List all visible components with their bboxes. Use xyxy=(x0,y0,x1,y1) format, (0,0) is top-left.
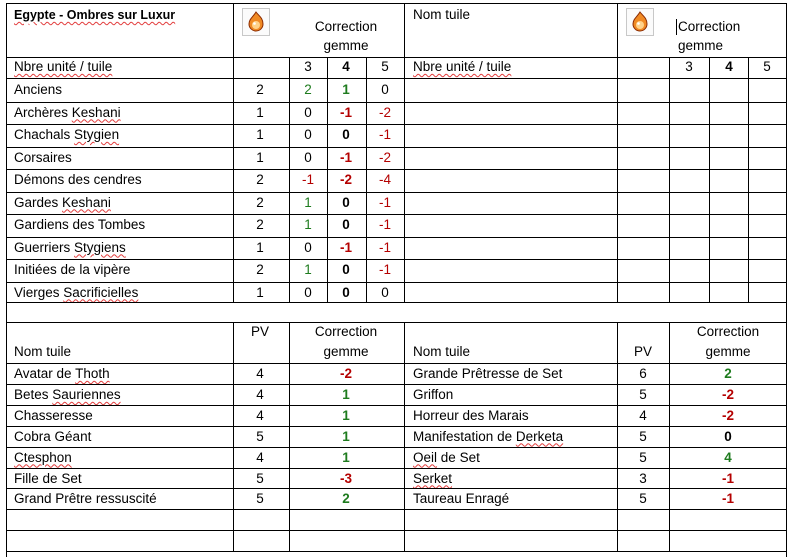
grid-line xyxy=(669,57,670,302)
correction-header-label: Correction xyxy=(314,19,378,34)
gem-level-5-header: 5 xyxy=(763,59,771,74)
tile-name: Serket xyxy=(413,470,453,486)
tile-name: Avatar de Thoth xyxy=(14,366,110,381)
gem-correction-4: 0 xyxy=(342,284,350,300)
tile-pv: 5 xyxy=(639,491,647,507)
grid-line xyxy=(6,3,7,557)
gem-correction: -1 xyxy=(721,491,735,507)
gem-correction-5: -1 xyxy=(378,127,392,142)
gem-correction-3: 0 xyxy=(304,149,312,165)
tile-name: Fille de Set xyxy=(14,470,82,486)
gem-correction-3: -1 xyxy=(301,172,315,187)
gem-correction: 1 xyxy=(342,386,350,402)
gem-orb-icon xyxy=(243,9,269,35)
gem-correction: 4 xyxy=(724,449,732,465)
gem-correction-4: 0 xyxy=(342,217,350,232)
unit-count: 1 xyxy=(256,239,264,255)
tile-name: Archères Keshani xyxy=(14,104,121,120)
tile-name: Vierges Sacrificielles xyxy=(14,284,139,300)
pv-header: PV xyxy=(250,324,270,339)
gem-level-3-header: 3 xyxy=(685,59,693,74)
gem-correction-4: -2 xyxy=(339,172,353,187)
unit-count: 1 xyxy=(256,104,264,120)
tile-pv: 4 xyxy=(256,449,264,465)
tile-name: Guerriers Stygiens xyxy=(14,239,126,255)
gem-correction-3: 1 xyxy=(304,262,312,277)
gem-correction: 0 xyxy=(724,428,732,444)
grid-line xyxy=(617,322,618,552)
tile-name: Anciens xyxy=(14,82,63,97)
gem-correction-3: 2 xyxy=(304,82,312,97)
tile-name: Manifestation de Derketa xyxy=(413,428,564,444)
tile-pv: 5 xyxy=(256,491,264,507)
gem-level-5-header: 5 xyxy=(381,59,389,74)
gem-correction: -1 xyxy=(721,470,735,486)
unit-count: 1 xyxy=(256,127,264,142)
tile-name: Chachals Stygien xyxy=(14,127,120,142)
correction-header-label: Correction xyxy=(314,324,378,339)
gem-correction: -2 xyxy=(339,366,353,381)
gem-correction-5: -1 xyxy=(378,217,392,232)
tile-name: Taureau Enragé xyxy=(413,491,510,507)
tile-name: Cobra Géant xyxy=(14,428,92,444)
grid-line xyxy=(233,3,234,302)
gem-correction: 1 xyxy=(342,449,350,465)
unit-count: 1 xyxy=(256,149,264,165)
gem-correction-3: 0 xyxy=(304,239,312,255)
correction-header-label: Correction xyxy=(696,324,760,339)
gem-correction-5: 0 xyxy=(381,82,389,97)
gem-image-frame[interactable] xyxy=(626,8,654,36)
nom-tuile-header: Nom tuile xyxy=(14,344,72,359)
grid-line xyxy=(327,57,328,302)
tile-name: Ctesphon xyxy=(14,449,72,465)
tile-name: Horreur des Marais xyxy=(413,407,529,423)
grid-line xyxy=(748,57,749,302)
nom-tuile-header: Nom tuile xyxy=(413,7,471,22)
text-cursor xyxy=(676,19,677,35)
unit-count: 1 xyxy=(256,284,264,300)
grid-line xyxy=(233,322,234,552)
correction-header-label: gemme xyxy=(678,38,724,53)
gem-correction-3: 0 xyxy=(304,104,312,120)
gem-correction-5: -1 xyxy=(378,262,392,277)
gem-correction-3: 0 xyxy=(304,284,312,300)
tile-pv: 5 xyxy=(639,428,647,444)
unit-count: 2 xyxy=(256,172,264,187)
unit-count-header: Nbre unité / tuile xyxy=(14,59,113,74)
pv-header: PV xyxy=(633,344,653,359)
tile-pv: 4 xyxy=(639,407,647,423)
unit-count-header: Nbre unité / tuile xyxy=(413,59,512,74)
grid-line xyxy=(786,3,787,557)
tile-pv: 4 xyxy=(256,386,264,402)
gem-orb-icon xyxy=(627,9,653,35)
tile-pv: 6 xyxy=(639,366,647,381)
gem-correction-3: 1 xyxy=(304,194,312,210)
grid-line xyxy=(404,322,405,552)
tile-pv: 5 xyxy=(256,470,264,486)
gem-correction-5: -4 xyxy=(378,172,392,187)
correction-header-label: Correction xyxy=(678,19,741,34)
gem-correction: -2 xyxy=(721,386,735,402)
sheet-title: Egypte - Ombres sur Luxur xyxy=(14,8,176,22)
tile-pv: 5 xyxy=(639,386,647,402)
grid-line xyxy=(366,57,367,302)
tile-name: Chasseresse xyxy=(14,407,93,423)
grid-line xyxy=(6,302,786,303)
tile-name: Démons des cendres xyxy=(14,172,142,187)
tile-name: Corsaires xyxy=(14,149,72,165)
tile-name: Griffon xyxy=(413,386,454,402)
gem-correction-5: 0 xyxy=(381,284,389,300)
grid-line xyxy=(669,322,670,552)
tile-pv: 4 xyxy=(256,407,264,423)
grid-line xyxy=(289,57,290,302)
gem-correction: 2 xyxy=(342,491,350,507)
gem-correction-5: -2 xyxy=(378,104,392,120)
tile-name: Initiées de la vipère xyxy=(14,262,131,277)
gem-correction: 2 xyxy=(724,366,732,381)
gem-correction-5: -2 xyxy=(378,149,392,165)
grid-line xyxy=(6,3,786,4)
gem-correction-3: 1 xyxy=(304,217,312,232)
gem-level-4-header: 4 xyxy=(725,59,733,74)
tile-name: Grande Prêtresse de Set xyxy=(413,366,563,381)
tile-pv: 5 xyxy=(639,449,647,465)
unit-count: 2 xyxy=(256,82,264,97)
tile-name: Grand Prêtre ressuscité xyxy=(14,491,157,507)
tile-name: Gardes Keshani xyxy=(14,194,111,210)
grid-line xyxy=(404,3,405,302)
gem-correction: 1 xyxy=(342,428,350,444)
gem-correction: -3 xyxy=(339,470,353,486)
gem-correction-4: 0 xyxy=(342,262,350,277)
gem-correction-4: 0 xyxy=(342,194,350,210)
gem-correction-3: 0 xyxy=(304,127,312,142)
gem-correction-5: -1 xyxy=(378,194,392,210)
gem-correction-4: 0 xyxy=(342,127,350,142)
correction-header-label: gemme xyxy=(323,344,369,359)
gem-correction: 1 xyxy=(342,407,350,423)
grid-line xyxy=(289,322,290,552)
tile-name: Betes Sauriennes xyxy=(14,386,121,402)
tile-name: Oeil de Set xyxy=(413,449,480,465)
gem-correction: -2 xyxy=(721,407,735,423)
grid-line xyxy=(617,3,618,302)
tile-name: Gardiens des Tombes xyxy=(14,217,146,232)
gem-image-frame[interactable] xyxy=(242,8,270,36)
tile-pv: 5 xyxy=(256,428,264,444)
correction-header-label: gemme xyxy=(323,38,369,53)
gem-correction-4: -1 xyxy=(339,239,353,255)
gem-correction-4: -1 xyxy=(339,104,353,120)
unit-count: 2 xyxy=(256,262,264,277)
grid-line xyxy=(709,57,710,302)
unit-count: 2 xyxy=(256,217,264,232)
unit-count: 2 xyxy=(256,194,264,210)
gem-level-3-header: 3 xyxy=(304,59,312,74)
gem-correction-4: 1 xyxy=(342,82,350,97)
tile-pv: 4 xyxy=(256,366,264,381)
gem-correction-4: -1 xyxy=(339,149,353,165)
correction-header-label: gemme xyxy=(705,344,751,359)
tile-pv: 3 xyxy=(639,470,647,486)
nom-tuile-header: Nom tuile xyxy=(413,344,471,359)
gem-level-4-header: 4 xyxy=(342,59,350,74)
gem-correction-5: -1 xyxy=(378,239,392,255)
